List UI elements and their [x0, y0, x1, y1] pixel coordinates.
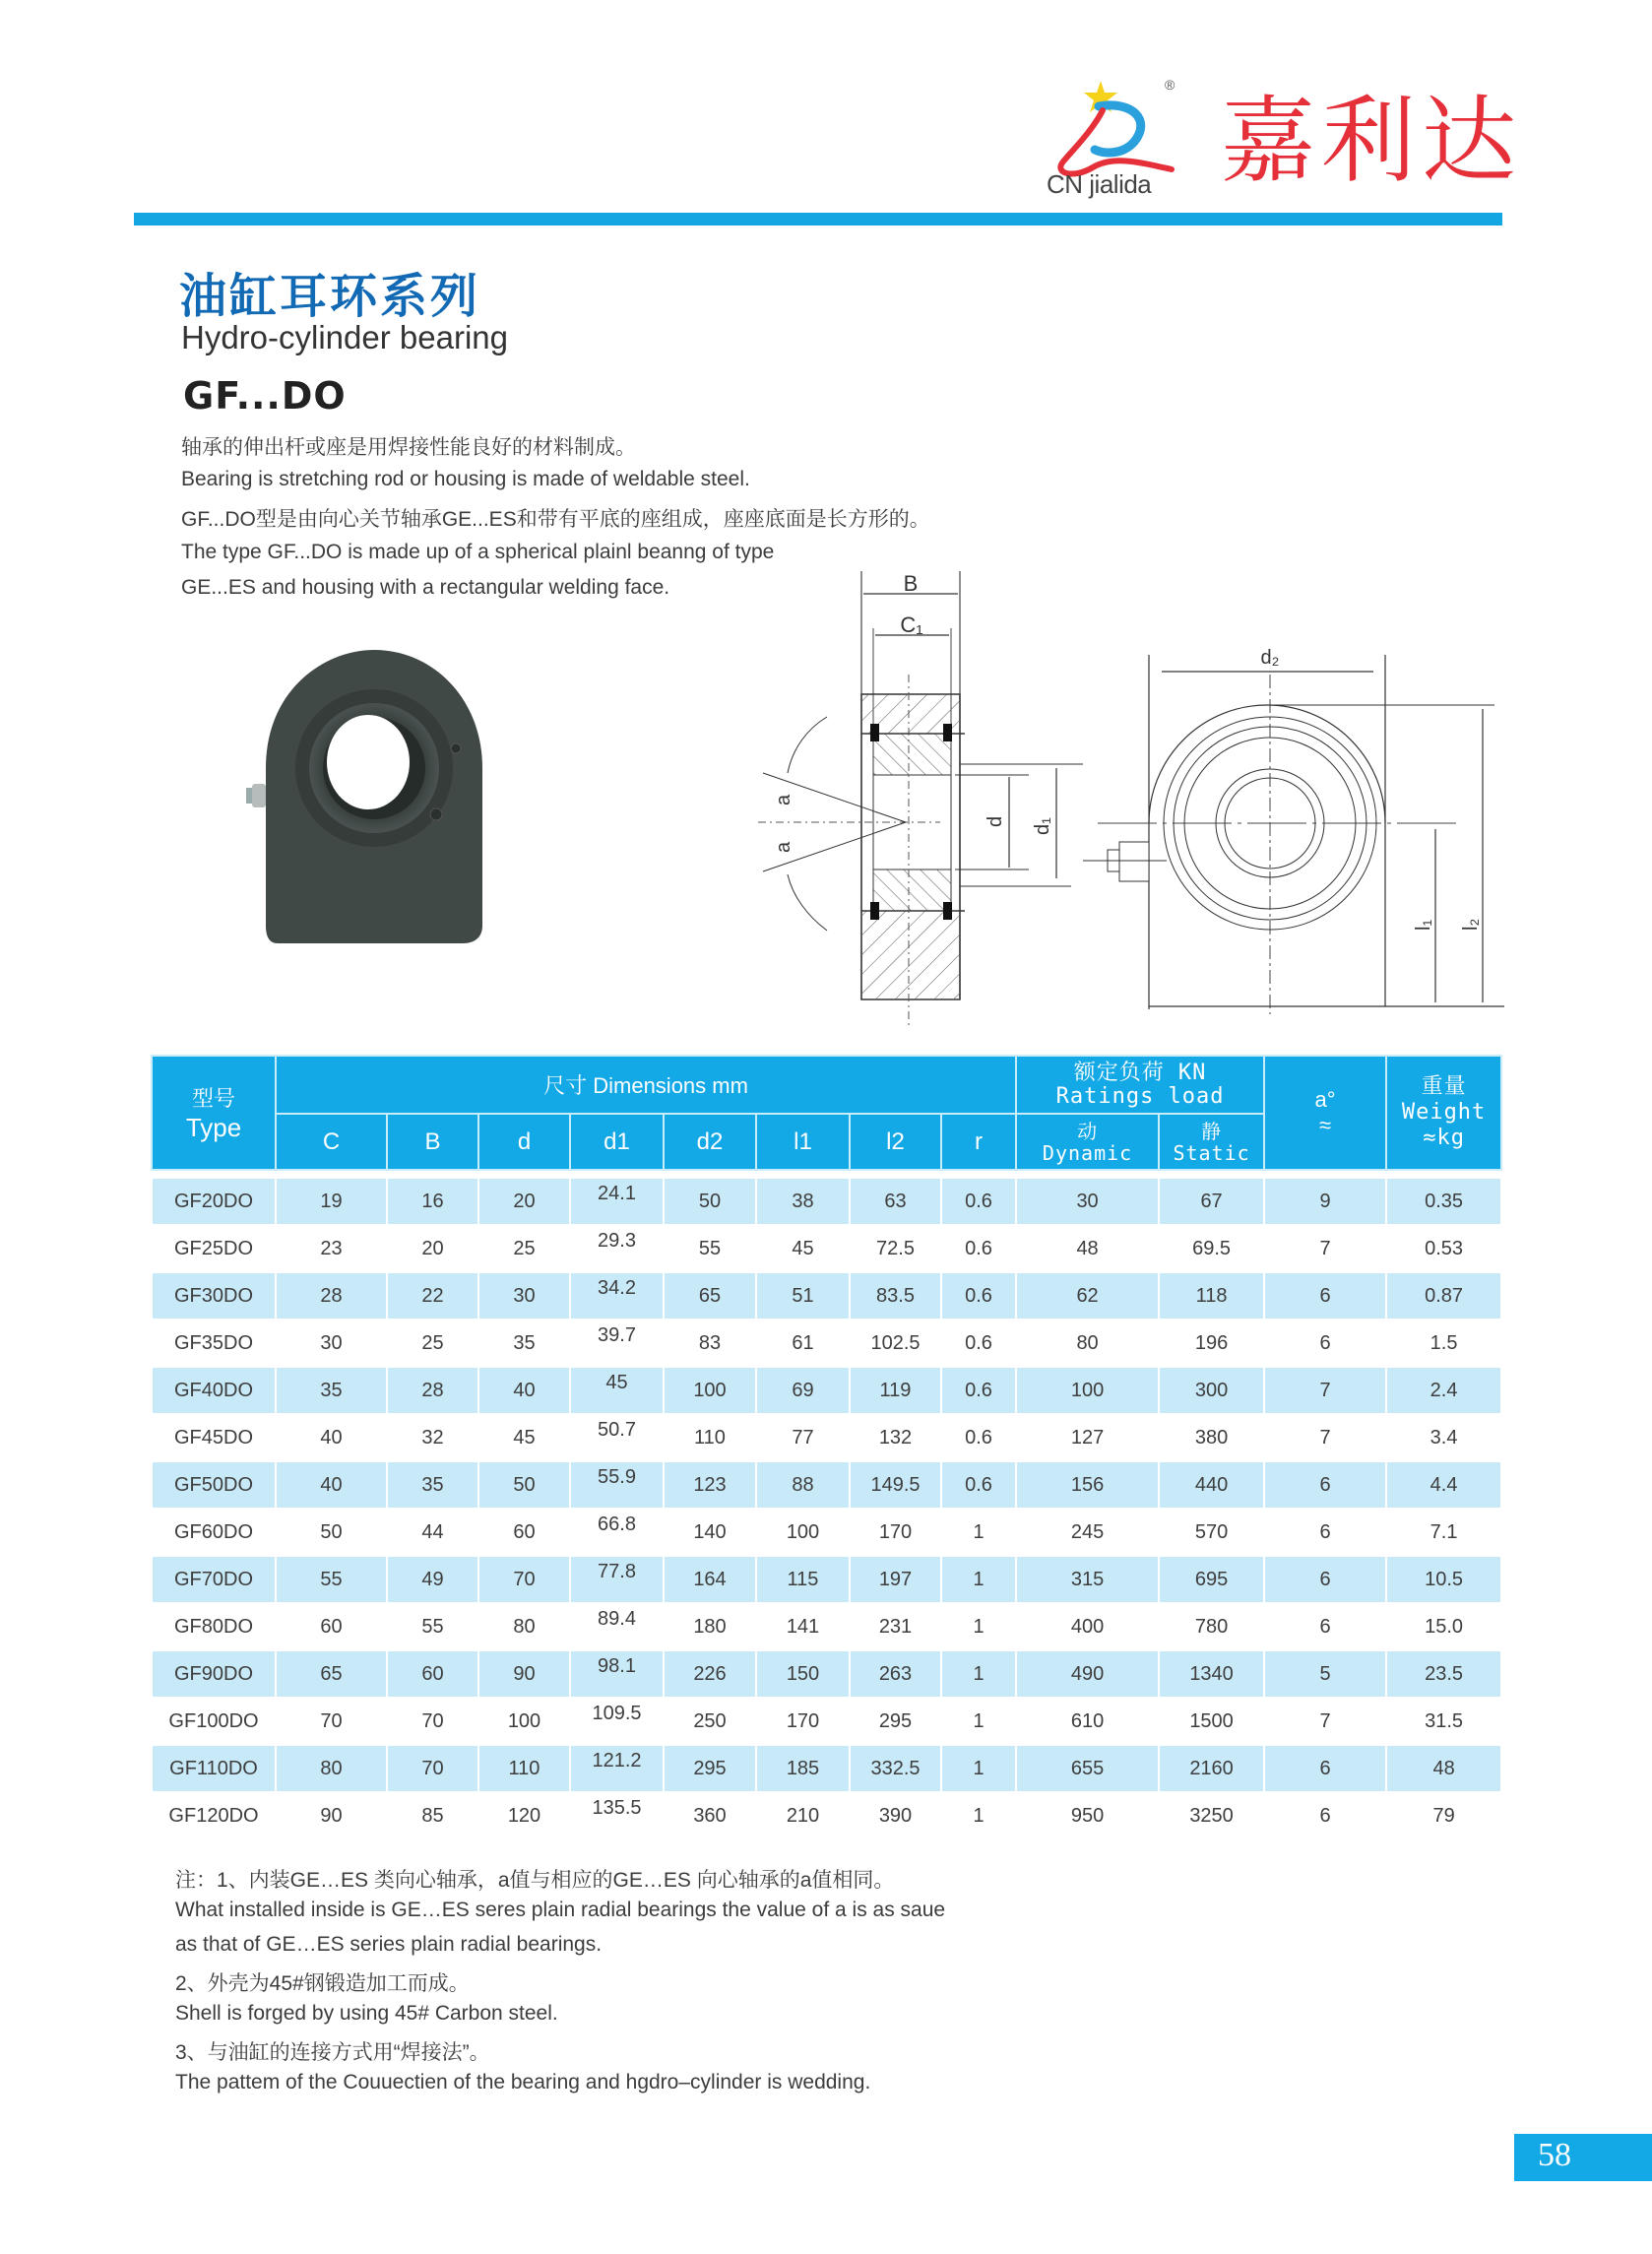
cell-d1: 121.2 — [570, 1745, 664, 1792]
page-number: 58 — [1538, 2137, 1571, 2173]
col-header-b: B — [387, 1114, 478, 1170]
header-angle-approx: ≈ — [1319, 1113, 1332, 1137]
header-type-en: Type — [185, 1113, 242, 1142]
cell-weight: 0.53 — [1386, 1225, 1501, 1272]
col-header-r: r — [941, 1114, 1016, 1170]
cell-d: 90 — [478, 1650, 570, 1698]
cell-b: 35 — [387, 1461, 478, 1509]
cell-b: 60 — [387, 1650, 478, 1698]
cell-b: 70 — [387, 1745, 478, 1792]
cell-c: 80 — [276, 1745, 387, 1792]
cell-type: GF35DO — [152, 1320, 276, 1367]
cell-l1: 61 — [756, 1320, 850, 1367]
cell-d: 110 — [478, 1745, 570, 1792]
cell-dynamic: 156 — [1016, 1461, 1159, 1509]
note-line: as that of GE…ES series plain radial bearings. — [175, 1933, 603, 1956]
cell-c: 35 — [276, 1367, 387, 1414]
cell-b: 16 — [387, 1178, 478, 1225]
cell-a: 6 — [1264, 1272, 1386, 1320]
front-view-drawing — [1083, 620, 1516, 1014]
cell-b: 22 — [387, 1272, 478, 1320]
cell-d: 30 — [478, 1272, 570, 1320]
col-header-l1: l1 — [756, 1114, 850, 1170]
table-row — [152, 1556, 1501, 1603]
note-line: The pattem of the Couuectien of the bearing and hgdro–cylinder is wedding. — [175, 2071, 871, 2093]
col-header-dynamic-cn: 动 — [1077, 1119, 1099, 1143]
cell-dynamic: 62 — [1016, 1272, 1159, 1320]
table-row — [152, 1367, 1501, 1414]
cell-dynamic: 315 — [1016, 1556, 1159, 1603]
cell-a: 6 — [1264, 1556, 1386, 1603]
cell-d: 35 — [478, 1320, 570, 1367]
cell-type: GF45DO — [152, 1414, 276, 1461]
cell-l2: 63 — [850, 1178, 941, 1225]
table-row — [152, 1698, 1501, 1745]
cell-r: 0.6 — [941, 1414, 1016, 1461]
cell-weight: 2.4 — [1386, 1367, 1501, 1414]
cell-d1: 24.1 — [570, 1178, 664, 1225]
cell-d1: 39.7 — [570, 1320, 664, 1367]
cell-type: GF40DO — [152, 1367, 276, 1414]
cell-l1: 38 — [756, 1178, 850, 1225]
brand-name: 嘉利达 — [1221, 86, 1522, 196]
note-line: Shell is forged by using 45# Carbon steel. — [175, 2002, 558, 2025]
spec-table — [151, 1055, 1502, 1838]
cell-r: 1 — [941, 1509, 1016, 1556]
cell-c: 28 — [276, 1272, 387, 1320]
table-row — [152, 1178, 1501, 1225]
cell-d1: 34.2 — [570, 1272, 664, 1320]
cell-d: 20 — [478, 1178, 570, 1225]
table-row — [152, 1414, 1501, 1461]
cell-r: 1 — [941, 1792, 1016, 1838]
cell-static: 570 — [1159, 1509, 1264, 1556]
cell-r: 1 — [941, 1603, 1016, 1650]
cell-static: 695 — [1159, 1556, 1264, 1603]
cell-dynamic: 610 — [1016, 1698, 1159, 1745]
cell-c: 40 — [276, 1414, 387, 1461]
cell-l1: 45 — [756, 1225, 850, 1272]
cell-static: 780 — [1159, 1603, 1264, 1650]
description-line: Bearing is stretching rod or housing is made of weldable steel. — [181, 468, 750, 490]
cell-l2: 295 — [850, 1698, 941, 1745]
cell-static: 3250 — [1159, 1792, 1264, 1838]
cell-weight: 7.1 — [1386, 1509, 1501, 1556]
section-view-drawing — [729, 561, 1053, 1034]
col-header-dynamic-en: Dynamic — [1042, 1140, 1133, 1165]
table-row — [152, 1745, 1501, 1792]
cell-weight: 23.5 — [1386, 1650, 1501, 1698]
cell-a: 6 — [1264, 1745, 1386, 1792]
table-row — [152, 1792, 1501, 1838]
description-line: GF...DO型是由向心关节轴承GE...ES和带有平底的座组成，座座底面是长方形的。 — [181, 508, 930, 531]
cell-static: 69.5 — [1159, 1225, 1264, 1272]
cell-r: 1 — [941, 1745, 1016, 1792]
cell-r: 0.6 — [941, 1178, 1016, 1225]
cell-l1: 77 — [756, 1414, 850, 1461]
cell-a: 5 — [1264, 1650, 1386, 1698]
cell-weight: 31.5 — [1386, 1698, 1501, 1745]
cell-l2: 102.5 — [850, 1320, 941, 1367]
cell-c: 50 — [276, 1509, 387, 1556]
cell-static: 1340 — [1159, 1650, 1264, 1698]
cell-type: GF70DO — [152, 1556, 276, 1603]
header-type — [152, 1056, 276, 1170]
cell-d2: 360 — [664, 1792, 756, 1838]
cell-c: 60 — [276, 1603, 387, 1650]
cell-l1: 185 — [756, 1745, 850, 1792]
cell-r: 1 — [941, 1556, 1016, 1603]
cell-static: 380 — [1159, 1414, 1264, 1461]
cell-l2: 390 — [850, 1792, 941, 1838]
cell-d2: 65 — [664, 1272, 756, 1320]
note-line: 3、与油缸的连接方式用“焊接法”。 — [175, 2041, 490, 2064]
cell-dynamic: 80 — [1016, 1320, 1159, 1367]
model-series: GF...DO — [183, 374, 347, 418]
cell-d2: 55 — [664, 1225, 756, 1272]
cell-c: 30 — [276, 1320, 387, 1367]
dim-label-d2: d₂ — [1260, 647, 1280, 669]
cell-b: 20 — [387, 1225, 478, 1272]
cell-d1: 66.8 — [570, 1509, 664, 1556]
cell-c: 40 — [276, 1461, 387, 1509]
col-header-d2: d2 — [664, 1114, 756, 1170]
cell-l2: 170 — [850, 1509, 941, 1556]
cell-a: 6 — [1264, 1320, 1386, 1367]
table-row — [152, 1603, 1501, 1650]
cell-r: 0.6 — [941, 1461, 1016, 1509]
dim-label-l2: l₂ — [1460, 918, 1482, 931]
cell-type: GF30DO — [152, 1272, 276, 1320]
cell-dynamic: 127 — [1016, 1414, 1159, 1461]
cell-d2: 180 — [664, 1603, 756, 1650]
cell-l1: 150 — [756, 1650, 850, 1698]
cell-type: GF25DO — [152, 1225, 276, 1272]
cell-d2: 83 — [664, 1320, 756, 1367]
header-weight-en: Weight — [1401, 1100, 1487, 1125]
cell-l1: 69 — [756, 1367, 850, 1414]
header-weight-unit: ≈kg — [1423, 1126, 1465, 1150]
cell-b: 25 — [387, 1320, 478, 1367]
cell-r: 0.6 — [941, 1272, 1016, 1320]
header-ratings-cn: 额定负荷 KN — [1073, 1060, 1207, 1085]
cell-d: 80 — [478, 1603, 570, 1650]
logo-text: CN jialida — [1047, 169, 1152, 199]
cell-dynamic: 655 — [1016, 1745, 1159, 1792]
cell-l2: 197 — [850, 1556, 941, 1603]
cell-d1: 50.7 — [570, 1414, 664, 1461]
header-type-cn: 型号 — [191, 1086, 235, 1111]
cell-dynamic: 245 — [1016, 1509, 1159, 1556]
note-line: What installed inside is GE…ES seres plain radial bearings the value of a is as saue — [175, 1899, 946, 1921]
cell-l1: 88 — [756, 1461, 850, 1509]
cell-type: GF90DO — [152, 1650, 276, 1698]
dim-label-l1: l₁ — [1413, 919, 1434, 931]
cell-d: 100 — [478, 1698, 570, 1745]
cell-d: 25 — [478, 1225, 570, 1272]
cell-c: 70 — [276, 1698, 387, 1745]
header-divider — [134, 213, 1502, 225]
cell-d2: 295 — [664, 1745, 756, 1792]
cell-a: 7 — [1264, 1414, 1386, 1461]
cell-static: 118 — [1159, 1272, 1264, 1320]
col-header-static-en: Static — [1173, 1140, 1250, 1165]
cell-dynamic: 30 — [1016, 1178, 1159, 1225]
header-angle — [1264, 1056, 1386, 1170]
cell-static: 196 — [1159, 1320, 1264, 1367]
header-ratings — [1016, 1056, 1264, 1114]
header-weight — [1386, 1056, 1501, 1170]
cell-r: 1 — [941, 1698, 1016, 1745]
cell-weight: 3.4 — [1386, 1414, 1501, 1461]
header-ratings-en: Ratings load — [1055, 1083, 1225, 1109]
cell-static: 67 — [1159, 1178, 1264, 1225]
cell-c: 23 — [276, 1225, 387, 1272]
cell-weight: 1.5 — [1386, 1320, 1501, 1367]
cell-d2: 164 — [664, 1556, 756, 1603]
cell-r: 0.6 — [941, 1320, 1016, 1367]
cell-l1: 100 — [756, 1509, 850, 1556]
cell-d1: 45 — [570, 1367, 664, 1414]
table-row — [152, 1225, 1501, 1272]
col-header-l2: l2 — [850, 1114, 941, 1170]
cell-l1: 141 — [756, 1603, 850, 1650]
col-header-c: C — [276, 1114, 387, 1170]
cell-c: 65 — [276, 1650, 387, 1698]
cell-d2: 140 — [664, 1509, 756, 1556]
cell-r: 0.6 — [941, 1225, 1016, 1272]
cell-weight: 0.87 — [1386, 1272, 1501, 1320]
cell-weight: 10.5 — [1386, 1556, 1501, 1603]
cell-l2: 132 — [850, 1414, 941, 1461]
cell-l2: 263 — [850, 1650, 941, 1698]
cell-static: 1500 — [1159, 1698, 1264, 1745]
cell-r: 0.6 — [941, 1367, 1016, 1414]
cell-d: 40 — [478, 1367, 570, 1414]
cell-l1: 115 — [756, 1556, 850, 1603]
dim-label-b: B — [903, 571, 919, 596]
cell-a: 9 — [1264, 1178, 1386, 1225]
note-line: 2、外壳为45#钢锻造加工而成。 — [175, 1972, 470, 1995]
description-line: The type GF...DO is made up of a spherical plainl beanng of type — [181, 541, 775, 563]
cell-a: 6 — [1264, 1461, 1386, 1509]
header-weight-cn: 重量 — [1421, 1074, 1467, 1099]
cell-b: 44 — [387, 1509, 478, 1556]
cell-r: 1 — [941, 1650, 1016, 1698]
cell-a: 6 — [1264, 1792, 1386, 1838]
cell-dynamic: 400 — [1016, 1603, 1159, 1650]
cell-a: 7 — [1264, 1367, 1386, 1414]
angle-label-a-bottom: a — [773, 841, 794, 853]
cell-static: 2160 — [1159, 1745, 1264, 1792]
cell-weight: 48 — [1386, 1745, 1501, 1792]
cell-static: 300 — [1159, 1367, 1264, 1414]
cell-type: GF50DO — [152, 1461, 276, 1509]
cell-type: GF20DO — [152, 1178, 276, 1225]
cell-static: 440 — [1159, 1461, 1264, 1509]
cell-b: 55 — [387, 1603, 478, 1650]
cell-type: GF60DO — [152, 1509, 276, 1556]
cell-b: 85 — [387, 1792, 478, 1838]
table-row — [152, 1461, 1501, 1509]
header-angle-label: a° — [1314, 1087, 1336, 1112]
cell-type: GF100DO — [152, 1698, 276, 1745]
cell-l2: 72.5 — [850, 1225, 941, 1272]
description-line: GE...ES and housing with a rectangular welding face. — [181, 576, 670, 599]
cell-d2: 123 — [664, 1461, 756, 1509]
cell-l1: 210 — [756, 1792, 850, 1838]
col-header-d: d — [478, 1114, 570, 1170]
cell-d2: 100 — [664, 1367, 756, 1414]
cell-d1: 29.3 — [570, 1225, 664, 1272]
cell-l2: 119 — [850, 1367, 941, 1414]
cell-a: 7 — [1264, 1225, 1386, 1272]
dim-label-d1: d₁ — [1032, 817, 1053, 835]
cell-l1: 51 — [756, 1272, 850, 1320]
cell-weight: 0.35 — [1386, 1178, 1501, 1225]
table-body — [152, 1170, 1501, 1838]
table-row — [152, 1509, 1501, 1556]
cell-dynamic: 950 — [1016, 1792, 1159, 1838]
cell-b: 28 — [387, 1367, 478, 1414]
cell-l1: 170 — [756, 1698, 850, 1745]
table-row — [152, 1320, 1501, 1367]
cell-d2: 50 — [664, 1178, 756, 1225]
cell-type: GF120DO — [152, 1792, 276, 1838]
cell-dynamic: 100 — [1016, 1367, 1159, 1414]
page-title-cn: 油缸耳环系列 — [179, 269, 481, 324]
cell-weight: 4.4 — [1386, 1461, 1501, 1509]
cell-l2: 149.5 — [850, 1461, 941, 1509]
page-number-badge — [1514, 2134, 1652, 2181]
cell-d2: 250 — [664, 1698, 756, 1745]
cell-c: 19 — [276, 1178, 387, 1225]
cell-a: 6 — [1264, 1603, 1386, 1650]
cell-l2: 83.5 — [850, 1272, 941, 1320]
cell-d1: 98.1 — [570, 1650, 664, 1698]
cell-d1: 89.4 — [570, 1603, 664, 1650]
cell-b: 70 — [387, 1698, 478, 1745]
cell-weight: 15.0 — [1386, 1603, 1501, 1650]
angle-label-a-top: a — [773, 794, 794, 805]
cell-c: 90 — [276, 1792, 387, 1838]
header-dimensions: 尺寸 Dimensions mm — [276, 1056, 1016, 1114]
cell-type: GF80DO — [152, 1603, 276, 1650]
cell-dynamic: 490 — [1016, 1650, 1159, 1698]
table-row — [152, 1650, 1501, 1698]
cell-b: 32 — [387, 1414, 478, 1461]
cell-d2: 226 — [664, 1650, 756, 1698]
registered-mark: ® — [1165, 77, 1175, 93]
product-photo — [246, 630, 502, 945]
cell-dynamic: 48 — [1016, 1225, 1159, 1272]
cell-d1: 109.5 — [570, 1698, 664, 1745]
cell-d1: 135.5 — [570, 1792, 664, 1838]
table-row — [152, 1272, 1501, 1320]
cell-d: 120 — [478, 1792, 570, 1838]
cell-d: 70 — [478, 1556, 570, 1603]
cell-l2: 231 — [850, 1603, 941, 1650]
page-title-en: Hydro-cylinder bearing — [181, 319, 508, 355]
cell-b: 49 — [387, 1556, 478, 1603]
col-header-d1: d1 — [570, 1114, 664, 1170]
note-line: 注：1、内装GE…ES 类向心轴承，a值与相应的GE…ES 向心轴承的a值相同。 — [175, 1869, 895, 1892]
cell-type: GF110DO — [152, 1745, 276, 1792]
cell-weight: 79 — [1386, 1792, 1501, 1838]
cell-d1: 77.8 — [570, 1556, 664, 1603]
cell-d: 60 — [478, 1509, 570, 1556]
cell-c: 55 — [276, 1556, 387, 1603]
cell-d2: 110 — [664, 1414, 756, 1461]
cell-d1: 55.9 — [570, 1461, 664, 1509]
cell-a: 6 — [1264, 1509, 1386, 1556]
dim-label-c1: C₁ — [900, 612, 923, 637]
cell-d: 45 — [478, 1414, 570, 1461]
col-header-dynamic — [1016, 1114, 1159, 1170]
dim-label-d: d — [985, 815, 1006, 827]
cell-l2: 332.5 — [850, 1745, 941, 1792]
col-header-static-cn: 静 — [1201, 1119, 1223, 1143]
description-line: 轴承的伸出杆或座是用焊接性能良好的材料制成。 — [181, 436, 636, 459]
col-header-static — [1159, 1114, 1264, 1170]
cell-d: 50 — [478, 1461, 570, 1509]
cell-a: 7 — [1264, 1698, 1386, 1745]
